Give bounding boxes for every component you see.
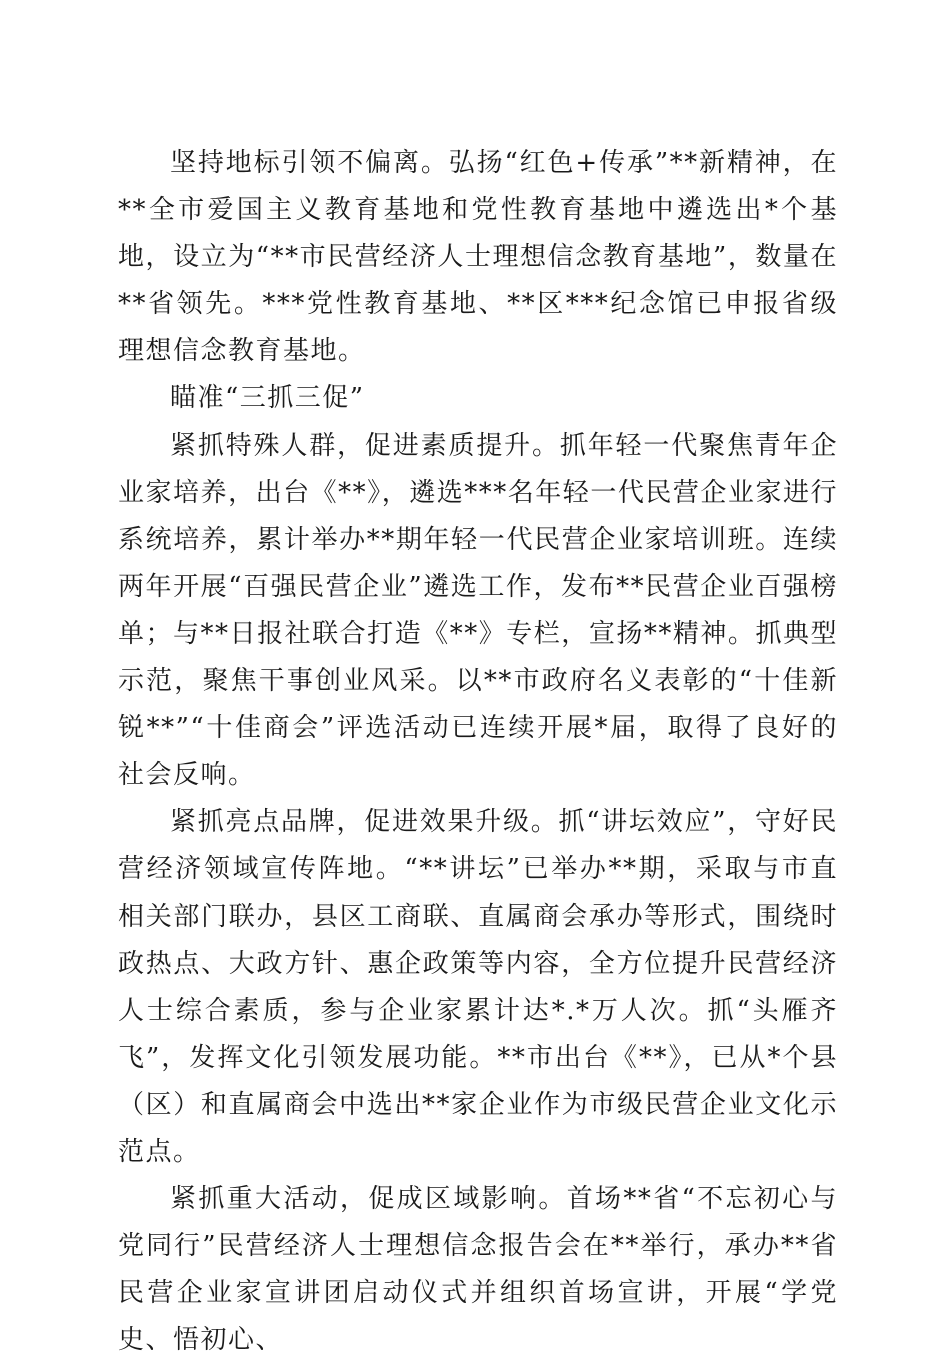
paragraph-landmark-guidance: 坚持地标引领不偏离。弘扬“红色+传承”**新精神，在**全市爱国主义教育基地和党性教育基地中遴选出*个基地，设立为“**市民营经济人士理想信念教育基地”，数量在**省领先。***党性教育基地、**区***纪念馆已申报省级理想信念教育基地。 [118, 148, 838, 367]
paragraph-major-activities: 紧抓重大活动，促成区域影响。首场**省“不忘初心与党同行”民营经济人士理想信念报告会在**举行，承办**省民营企业家宣讲团启动仪式并组织首场宣讲，开展“学党史、悟初心、 [118, 1184, 838, 1356]
paragraph-highlight-brands: 紧抓亮点品牌，促进效果升级。抓“讲坛效应”，守好民营经济领域宣传阵地。“**讲坛”已举办**期，采取与市直相关部门联办，县区工商联、直属商会承办等形式，围绕时政热点、大政方针、惠企政策等内容，全方位提升民营经济人士综合素质，参与企业家累计达*.*万人次。抓“头雁齐飞”，发挥文化引领发展功能。**市出台《**》，已从*个县（区）和直属商会中选出**家企业作为市级民营企业文化示范点。 [118, 807, 838, 1167]
section-heading-three-grasps: 瞄准“三抓三促” [170, 383, 365, 414]
paragraph-special-groups: 紧抓特殊人群，促进素质提升。抓年轻一代聚焦青年企业家培养，出台《**》，遴选***名年轻一代民营企业家进行系统培养，累计举办**期年轻一代民营企业家培训班。连续两年开展“百强民营企业”遴选工作，发布**民营企业百强榜单；与**日报社联合打造《**》专栏，宣扬**精神。抓典型示范，聚焦干事创业风采。以**市政府名义表彰的“十佳新锐**”“十佳商会”评选活动已连续开展*届，取得了良好的社会反响。 [118, 430, 838, 791]
document-body [118, 140, 838, 1364]
